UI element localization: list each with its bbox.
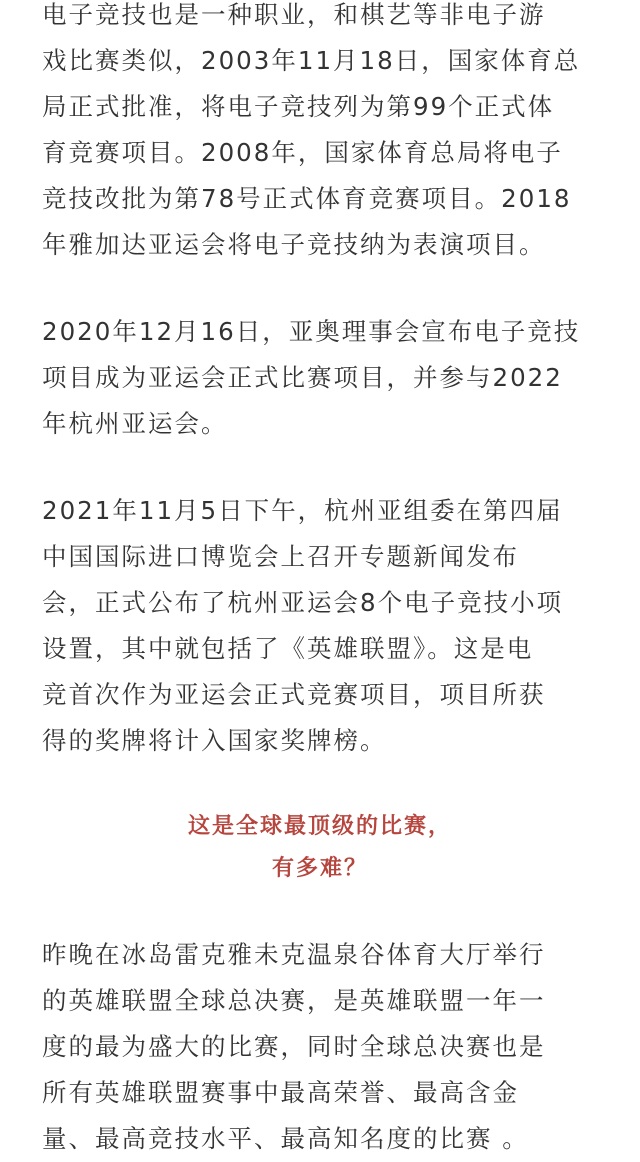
- paragraph-line: 竞技改批为第78号正式体育竞赛项目。2018: [42, 184, 572, 213]
- paragraph-line: 昨晚在冰岛雷克雅未克温泉谷体育大厅举行: [42, 940, 546, 969]
- paragraph-hangzhou-events: [42, 488, 604, 764]
- paragraph-line: 会，正式公布了杭州亚运会8个电子竞技小项: [42, 588, 564, 617]
- paragraph-line: 竞首次作为亚运会正式竞赛项目，项目所获: [42, 680, 546, 709]
- paragraph-line: 得的奖牌将计入国家奖牌榜。: [42, 726, 387, 755]
- paragraph-worlds-final: [42, 932, 604, 1162]
- paragraph-line: 所有英雄联盟赛事中最高荣誉、最高含金: [42, 1078, 519, 1107]
- paragraph-line: 度的最为盛大的比赛，同时全球总决赛也是: [42, 1032, 546, 1061]
- heading-line: 这是全球最顶级的比赛，: [187, 814, 452, 839]
- paragraph-asian-games-announcement: [42, 309, 604, 447]
- paragraph-line: 育竞赛项目。2008年，国家体育总局将电子: [42, 138, 563, 167]
- paragraph-esports-history: [42, 0, 604, 268]
- paragraph-line: 的英雄联盟全球总决赛，是英雄联盟一年一: [42, 986, 546, 1015]
- paragraph-line: 量、最高竞技水平、最高知名度的比赛 。: [42, 1124, 529, 1153]
- paragraph-line: 年雅加达亚运会将电子竞技纳为表演项目。: [42, 230, 546, 259]
- paragraph-line: 2020年12月16日，亚奥理事会宣布电子竞技: [42, 317, 581, 346]
- paragraph-line: 电子竞技也是一种职业，和棋艺等非电子游: [42, 0, 546, 29]
- section-heading: [0, 806, 640, 890]
- paragraph-line: 戏比赛类似，2003年11月18日，国家体育总: [42, 46, 581, 75]
- paragraph-line: 项目成为亚运会正式比赛项目，并参与2022: [42, 363, 563, 392]
- paragraph-line: 设置，其中就包括了《英雄联盟》。这是电: [42, 634, 534, 663]
- paragraph-line: 2021年11月5日下午，杭州亚组委在第四届: [42, 496, 563, 525]
- paragraph-line: 局正式批准，将电子竞技列为第99个正式体: [42, 92, 555, 121]
- heading-line: 有多难？: [271, 856, 368, 881]
- paragraph-line: 中国国际进口博览会上召开专题新闻发布: [42, 542, 519, 571]
- paragraph-line: 年杭州亚运会。: [42, 409, 228, 438]
